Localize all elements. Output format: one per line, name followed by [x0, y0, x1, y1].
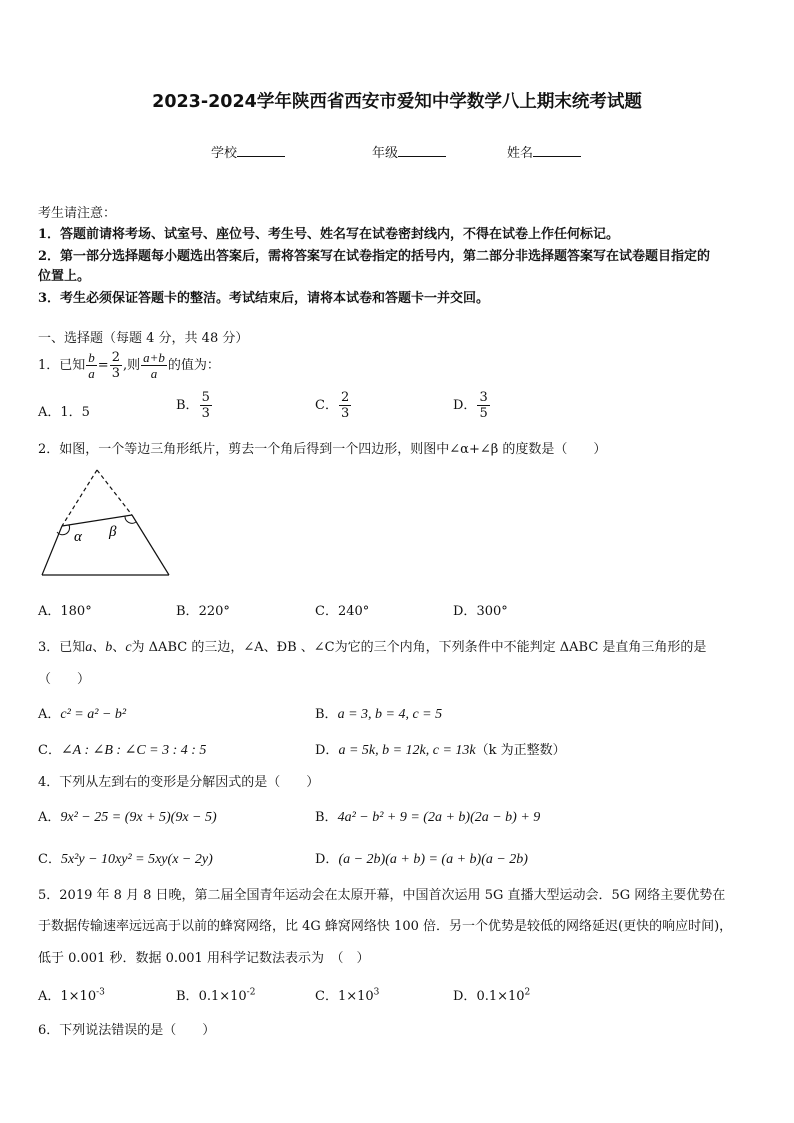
- q2-option-d: D．300°: [453, 604, 508, 619]
- q1-pre: 1．已知: [38, 358, 86, 373]
- notice-heading: 考生请注意：: [38, 206, 117, 221]
- notice-item-3: 3．考生必须保证答题卡的整洁。考试结束后，请将本试卷和答题卡一并交回。: [38, 291, 490, 306]
- question-5-line-2: 于数据传输速率远远高于以前的蜂窝网络，比 4G 蜂窝网络快 100 倍．另一个优势是较低的网络延迟(更快的响应时间)，: [38, 919, 733, 934]
- q3-option-c: C．∠A : ∠B : ∠C = 3 : 4 : 5: [38, 743, 207, 758]
- q1-mid: ,则: [122, 358, 141, 373]
- q4-option-c: C．5x²y − 10xy² = 5xy(x − 2y): [38, 852, 213, 867]
- q3-option-a: A．c² = a² − b²: [38, 707, 127, 722]
- alpha-arc: [57, 525, 70, 535]
- q1-option-a: A．1．5: [38, 405, 90, 420]
- q2-option-a: A．180°: [38, 604, 92, 619]
- triangle-figure: [36, 466, 176, 582]
- grade-blank: [398, 144, 446, 157]
- question-5-line-3: 低于 0.001 秒．数据 0.001 用科学记数法表示为 （ ）: [38, 951, 370, 966]
- q5-option-c: C．$1\times 10^3$: [315, 987, 380, 1004]
- question-6: 6．下列说法错误的是（ ）: [38, 1023, 216, 1038]
- q5-option-a: A．$1\times 10^{-3}$: [38, 987, 105, 1004]
- q1-equals: =: [97, 358, 109, 373]
- question-3-cont: （ ）: [38, 672, 91, 687]
- notice-item-2: 2．第一部分选择题每小题选出答案后，需将答案写在试卷指定的括号内，第二部分非选择题答案写在试卷题目指定的: [38, 249, 711, 264]
- q1-option-c: C． $\frac{2}{3}$: [315, 390, 350, 421]
- dashed-edge-right: [97, 470, 132, 515]
- q1-option-d: D． $\frac{3}{5}$: [453, 390, 488, 421]
- q2-option-c: C．240°: [315, 604, 370, 619]
- grade-field: [372, 142, 446, 161]
- school-field: [211, 142, 285, 161]
- dashed-edge-left: [62, 470, 97, 526]
- school-label: 学校: [211, 146, 238, 161]
- question-4: 4．下列从左到右的变形是分解因式的是（ ）: [38, 775, 320, 790]
- q1-fraction-2-over-3: $\frac{2}{3}$: [111, 350, 120, 381]
- notice-item-2-cont: 位置上。: [38, 269, 91, 284]
- name-blank: [533, 144, 581, 157]
- q3-option-d: D．a = 5k, b = 12k, c = 13k（k 为正整数）: [315, 743, 566, 758]
- q2-option-b: B．220°: [176, 604, 230, 619]
- q5-option-b: B．$0.1\times 10^{-2}$: [176, 987, 256, 1004]
- section-heading: 一、选择题（每题 4 分，共 48 分）: [38, 331, 249, 346]
- school-blank: [237, 144, 285, 157]
- name-field: [507, 142, 581, 161]
- question-5-line-1: 5．2019 年 8 月 8 日晚，第二届全国青年运动会在太原开幕，中国首次运用 5G 直播大型运动会．5G 网络主要优势在: [38, 888, 726, 903]
- q4-option-d: D．(a − 2b)(a + b) = (a + b)(a − 2b): [315, 852, 528, 867]
- q5-option-d: D．$0.1\times 10^2$: [453, 987, 531, 1004]
- name-label: 姓名: [507, 146, 534, 161]
- q1-fraction-aplusb-over-a: $\frac{a+b}{a}$: [143, 350, 165, 381]
- grade-label: 年级: [372, 146, 399, 161]
- q1-post: 的值为：: [167, 358, 220, 373]
- question-2: 2．如图，一个等边三角形纸片，剪去一个角后得到一个四边形，则图中∠α+∠β 的度数是（ ）: [38, 442, 607, 457]
- q1-option-b: B． $\frac{5}{3}$: [176, 390, 210, 421]
- beta-label: β: [109, 524, 117, 540]
- cut-line: [62, 515, 132, 526]
- q4-option-a: A．9x² − 25 = (9x + 5)(9x − 5): [38, 810, 217, 825]
- notice-item-1: 1．答题前请将考场、试室号、座位号、考生号、姓名写在试卷密封线内，不得在试卷上作任何标记。: [38, 227, 620, 242]
- question-1: [38, 350, 220, 381]
- q1-fraction-b-over-a: $\frac{b}{a}$: [88, 350, 95, 381]
- alpha-label: α: [74, 529, 82, 545]
- right-edge: [132, 515, 169, 575]
- question-3: 3．已知a、b、c为 ΔABC 的三边，∠A、ÐB 、∠C为它的三个内角，下列条件中不能判定 ΔABC 是直角三角形的是: [38, 640, 707, 655]
- q4-option-b: B．4a² − b² + 9 = (2a + b)(2a − b) + 9: [315, 810, 541, 825]
- page-title: 2023-2024学年陕西省西安市爱知中学数学八上期末统考试题: [152, 92, 642, 112]
- q3-option-b: B．a = 3, b = 4, c = 5: [315, 707, 443, 722]
